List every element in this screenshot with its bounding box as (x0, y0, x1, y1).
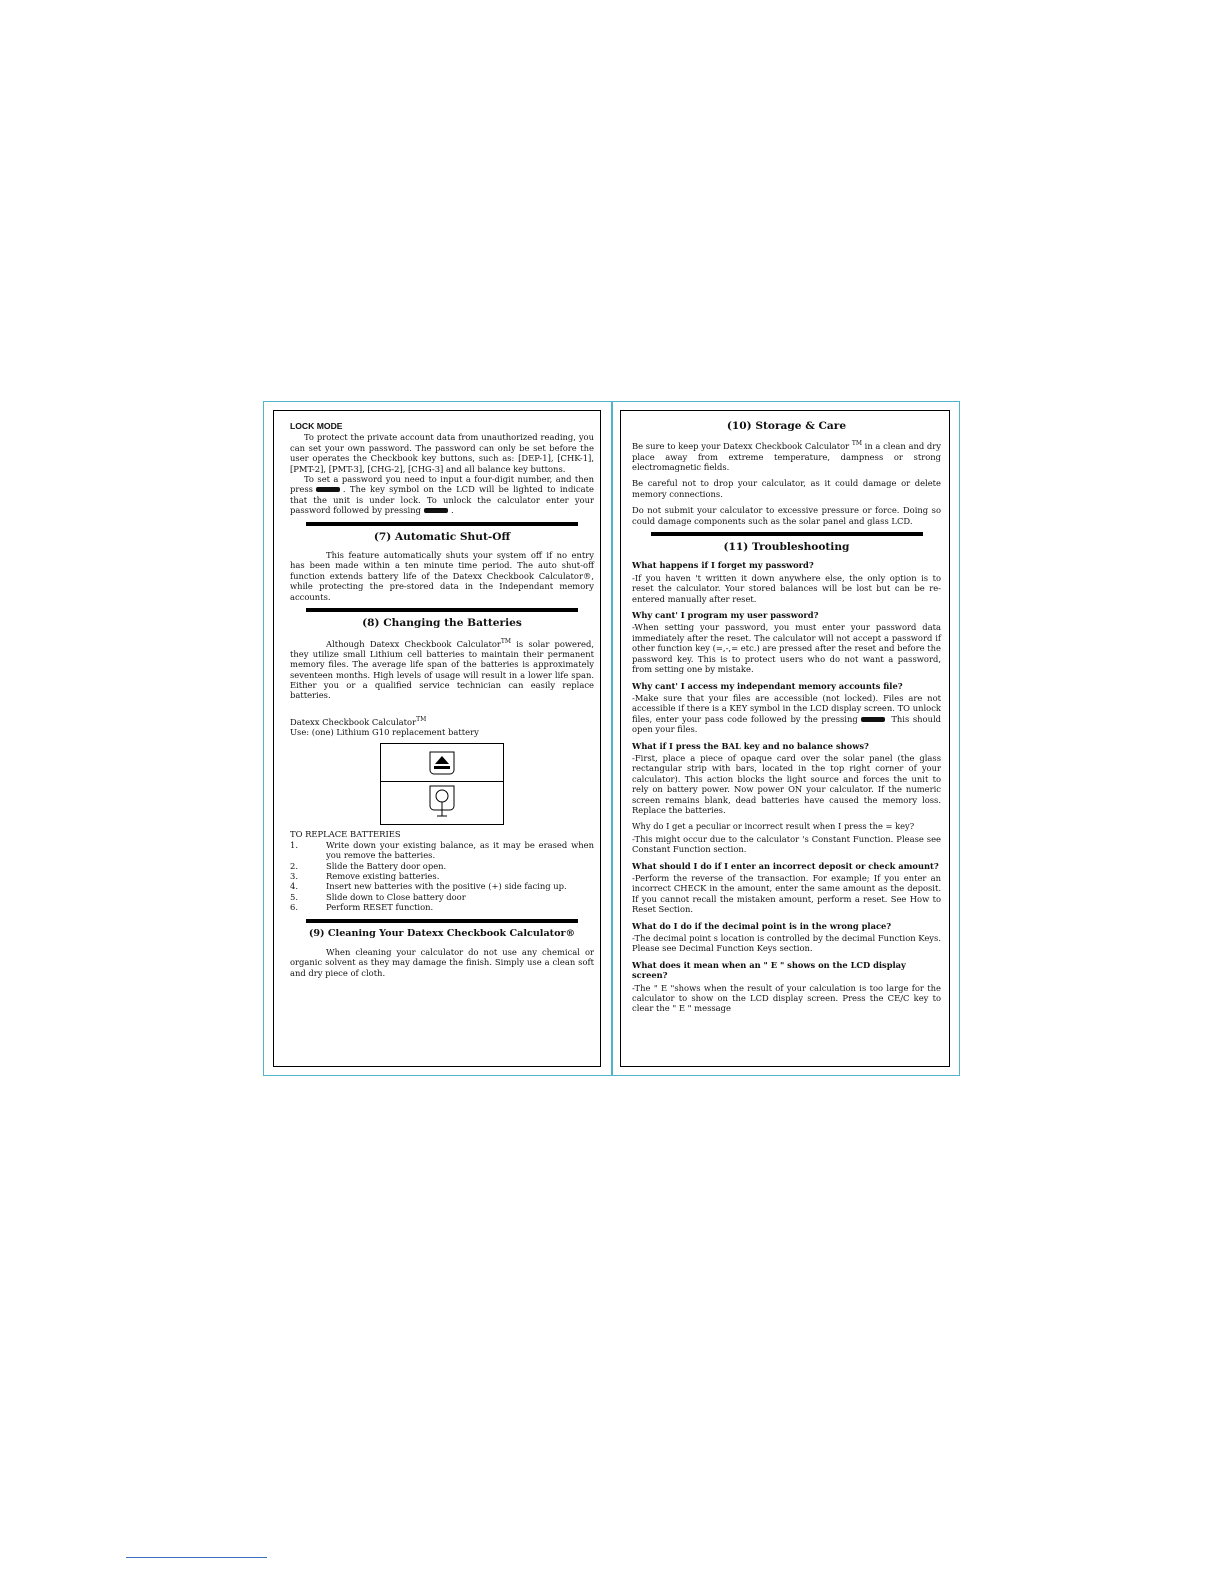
section-divider (306, 522, 578, 526)
section-10-paragraph-3: Do not submit your calculator to excessive pressure or force. Doing so could damage components such as the solar panel and glass LCD. (632, 505, 941, 526)
section-9-body: When cleaning your calculator do not use any chemical or organic solvent as they may damage the finish. Simply use a clean soft and dry piece of cloth. (290, 947, 594, 978)
section-10-paragraph-2: Be careful not to drop your calculator, as it could damage or delete memory connections. (632, 478, 941, 499)
faq-answer: -Make sure that your files are accessible (not locked). Files are not accessible if there is a KEY symbol in the LCD display screen. TO unlock files, enter your pass code followed by the pressing This should open your files. (632, 692, 942, 735)
section-7-body: This feature automatically shuts your system off if no entry has been made within a ten minute time period. The auto shut-off function extends battery life of the Datexx Checkbook Calculator®, while protecting the pre-stored data in the Independant memory accounts. (290, 550, 594, 602)
right-page-frame (612, 401, 960, 1076)
list-item: 5. Slide down to Close battery door (290, 891, 466, 902)
faq-answer: -Perform the reverse of the transaction. For example; If you enter an incorrect CHECK in the amount, enter the same amount as the deposit. If you cannot recall the mistaken amount, perform a reset. See How to Reset Section. (632, 873, 941, 915)
section-10-paragraph-1: Be sure to keep your Datexx Checkbook Calculator ™ in a clean and dry place away from extreme temperature, dampness or strong electromagnetic fields. (632, 440, 941, 473)
faq-question: Why cant' I access my independant memory accounts file? (632, 680, 903, 691)
left-page-border (273, 410, 601, 1067)
faq-question: What if I press the BAL key and no balance shows? (632, 740, 869, 751)
faq-answer: -When setting your password, you must enter your password data immediately after the reset. The calculator will not accept a password if other function key (=,-,= etc.) are pressed after the reset and before the password key. This is to protect users who do not want a password, from setting one by mistake. (632, 622, 941, 675)
section-divider (306, 608, 578, 612)
replace-batteries-title: TO REPLACE BATTERIES (290, 829, 401, 840)
faq-question: Why cant' I program my user password? (632, 610, 819, 621)
section-10-title: (10) Storage & Care (726, 420, 847, 432)
list-item: 6. Perform RESET function. (290, 902, 434, 913)
battery-cell-icon (381, 782, 503, 824)
faq-question: What should I do if I enter an incorrect deposit or check amount? (632, 860, 939, 871)
right-page-content (621, 411, 949, 1066)
lock-mode-paragraph-1: To protect the private account data from unauthorized reading, you can set your own password. The password can only be set before the user operates the Checkbook key buttons, such as: [DEP-1], [CHK-1], [PMT-2], [PMT-3], [CHG-2], [CHG-3] and all balance key buttons. (290, 432, 594, 474)
faq-answer: -First, place a piece of opaque card over the solar panel (the glass rectangular strip with bars, located in the top right corner of your calculator). This action blocks the light source and forces the unit to rely on battery power. Now power ON your calculator. If the numeric screen remains blank, dead batteries have caused the memory loss. Replace the batteries. (632, 752, 941, 815)
section-divider (651, 532, 923, 536)
battery-diagram (380, 743, 504, 825)
battery-door-icon (381, 744, 503, 781)
left-page-content (274, 411, 600, 1066)
faq-answer: -The " E "shows when the result of your calculation is too large for the calculator to show on the LCD display screen. Press the CE/C key to clear the " E " message (632, 982, 941, 1014)
section-9-title: (9) Cleaning Your Datexx Checkbook Calculator® (308, 927, 576, 939)
key-icon (861, 717, 885, 722)
faq-answer: -This might occur due to the calculator 's Constant Function. Please see Constant Function section. (632, 833, 941, 855)
key-icon (316, 487, 340, 492)
battery-use: Use: (one) Lithium G10 replacement battery (290, 726, 479, 737)
key-icon (424, 508, 448, 513)
list-item: 4. Insert new batteries with the positive (+) side facing up. (290, 881, 567, 892)
list-item: 3. Remove existing batteries. (290, 870, 440, 881)
footnote-rule (126, 1557, 267, 1558)
list-item: 1. Write down your existing balance, as it may be erased when you remove the batteries. (290, 839, 594, 861)
faq-question: What do I do if the decimal point is in the wrong place? (632, 920, 892, 931)
lock-mode-title: LOCK MODE (290, 421, 343, 431)
left-page-frame (263, 401, 612, 1076)
replace-steps-list (290, 840, 594, 913)
faq-answer: -The decimal point s location is controlled by the decimal Function Keys. Please see Decimal Function Keys section. (632, 933, 941, 954)
section-divider (306, 919, 578, 923)
battery-model: Datexx Checkbook Calculator™ (290, 715, 427, 727)
right-page-border (620, 410, 950, 1067)
section-8-body: Although Datexx Checkbook Calculator™ is solar powered, they utilize small Lithium cell batteries to maintain their permanent memory files. The average life span of the batteries is approximately seventeen months. High levels of usage will result in a lower life span. Either you or a qualified service technician can easily replace batteries. (290, 637, 594, 701)
lock-mode-paragraph-2: To set a password you need to input a four-digit number, and then press . The key symbol on the LCD will be lighted to indicate that the unit is under lock. To unlock the calculator enter your password followed by pressing . (290, 474, 594, 516)
section-8-title: (8) Changing the Batteries (362, 617, 522, 630)
list-item: 2. Slide the Battery door open. (290, 860, 447, 871)
section-7-title: (7) Automatic Shut-Off (373, 530, 511, 543)
faq-question: What happens if I forget my password? (632, 560, 814, 571)
faq-question: Why do I get a peculiar or incorrect result when I press the = key? (632, 821, 915, 832)
section-11-title: (11) Troubleshooting (723, 541, 850, 554)
faq-answer: -If you haven 't written it down anywhere else, the only option is to reset the calculator. Your stored balances will be lost but can be re-entered manually after reset. (632, 572, 941, 604)
faq-question: What does it mean when an " E " shows on the LCD display screen? (632, 959, 906, 981)
